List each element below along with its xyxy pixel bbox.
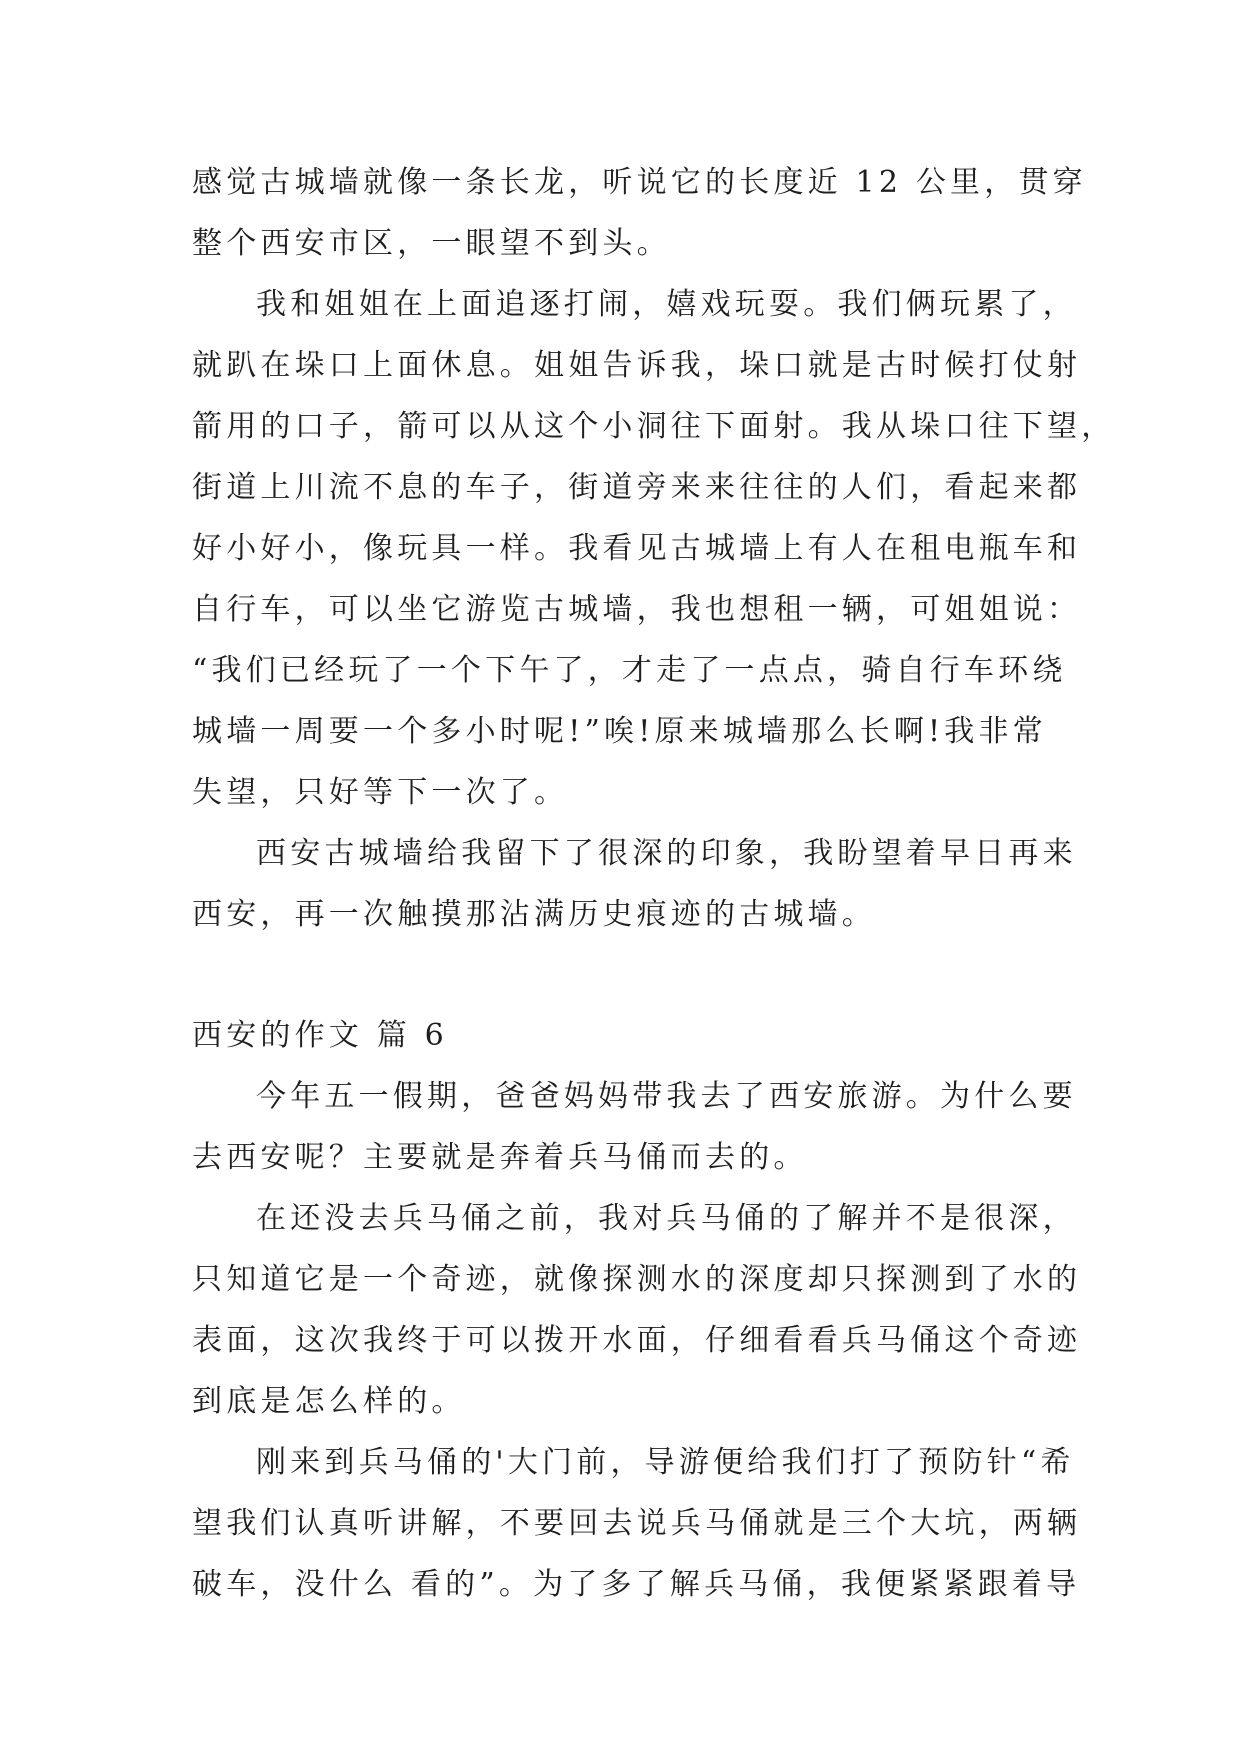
paragraph-line: 只知道它是一个奇迹，就像探测水的深度却只探测到了水的 <box>192 1262 1082 1297</box>
paragraph-line: “我们已经玩了一个下午了，才走了一点点，骑自行车环绕 <box>192 653 1067 688</box>
paragraph-line: 感觉古城墙就像一条长龙，听说它的长度近 12 公里，贯穿 <box>192 165 1087 200</box>
paragraph-line: 去西安呢？主要就是奔着兵马俑而去的。 <box>192 1140 808 1175</box>
paragraph-line: 在还没去兵马俑之前，我对兵马俑的了解并不是很深， <box>256 1201 1077 1236</box>
paragraph-line: 好小好小，像玩具一样。我看见古城墙上有人在租电瓶车和 <box>192 531 1082 566</box>
paragraph-line: 望我们认真听讲解，不要回去说兵马俑就是三个大坑，两辆 <box>192 1506 1082 1541</box>
paragraph-line: 到底是怎么样的。 <box>192 1384 466 1419</box>
paragraph-line: 整个西安市区，一眼望不到头。 <box>192 226 671 261</box>
paragraph-line: 刚来到兵马俑的'大门前，导游便给我们打了预防针“希 <box>256 1445 1075 1480</box>
paragraph-line: 西安古城墙给我留下了很深的印象，我盼望着早日再来 <box>256 836 1077 871</box>
paragraph-line: 今年五一假期，爸爸妈妈带我去了西安旅游。为什么要 <box>256 1079 1077 1114</box>
paragraph-line: 箭用的口子，箭可以从这个小洞往下面射。我从垛口往下望， <box>192 409 1116 444</box>
paragraph-line: 就趴在垛口上面休息。姐姐告诉我，垛口就是古时候打仗射 <box>192 348 1082 383</box>
paragraph-line: 破车，没什么 看的”。为了多了解兵马俑，我便紧紧跟着导 <box>192 1567 1081 1602</box>
paragraph-line: 自行车，可以坐它游览古城墙，我也想租一辆，可姐姐说： <box>192 592 1082 627</box>
paragraph-line: 城墙一周要一个多小时呢!”唉!原来城墙那么长啊!我非常 <box>192 714 1047 749</box>
paragraph-line: 失望，只好等下一次了。 <box>192 775 569 810</box>
paragraph-line: 西安，再一次触摸那沾满历史痕迹的古城墙。 <box>192 897 876 932</box>
paragraph-line: 表面，这次我终于可以拨开水面，仔细看看兵马俑这个奇迹 <box>192 1323 1082 1358</box>
section-heading: 西安的作文 篇 6 <box>192 1018 448 1053</box>
paragraph-line: 街道上川流不息的车子，街道旁来来往往的人们，看起来都 <box>192 470 1082 505</box>
paragraph-line: 我和姐姐在上面追逐打闹，嬉戏玩耍。我们俩玩累了， <box>256 287 1077 322</box>
